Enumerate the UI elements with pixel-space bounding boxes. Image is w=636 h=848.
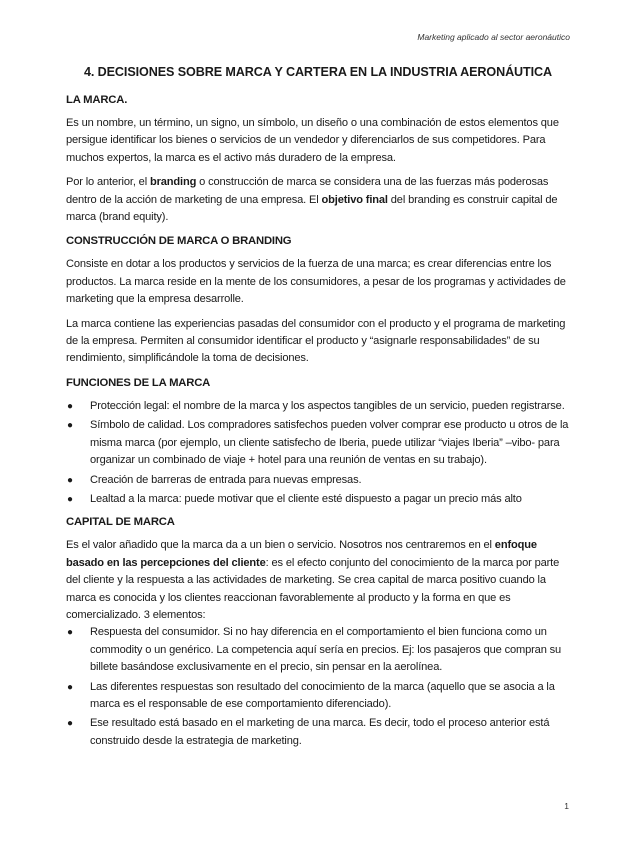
bullet-icon: ● bbox=[67, 627, 73, 639]
list-item bbox=[66, 472, 570, 489]
list-item bbox=[66, 398, 570, 415]
section-heading-capital: CAPITAL DE MARCA bbox=[66, 516, 175, 529]
text-run: : es el efecto conjunto del conocimiento de la marca por parte del cliente y la respuesta a las actividades de marketing. Se crea capital de marca positivo cuando la marca es conocida y los clientes reaccionan favorablemente al producto y la forma en que es comercializado. 3 elementos: bbox=[66, 556, 560, 621]
bullet-icon: ● bbox=[67, 718, 73, 730]
list-item bbox=[66, 491, 570, 508]
page-number: 1 bbox=[564, 801, 569, 811]
list-item-text: Protección legal: el nombre de la marca y los aspectos tangibles de un servicio, pueden registrarse. bbox=[90, 399, 565, 412]
bold-term-objetivo-final: objetivo final bbox=[321, 193, 388, 206]
text-run: Por lo anterior, el bbox=[66, 176, 150, 189]
text-run: o construcción de marca se considera una de las fuerzas más poderosas dentro de la acción de marketing de una empresa. El bbox=[66, 176, 549, 206]
list-item-text: Símbolo de calidad. Los compradores satisfechos pueden volver comprar ese producto u otros de la misma marca (por ejemplo, un cliente satisfecho de Iberia, puede utilizar “viajes Iberia” –vibo- para organizar un combinado de viaje + hotel para una reunión de ventas en su trabajo). bbox=[90, 419, 569, 467]
list-item-text: Respuesta del consumidor. Si no hay diferencia en el comportamiento el bien funciona como un commodity o un genérico. La competencia aquí sería en precios. Ej: los pasajeros que compran su billete basándose exclusivamente en el precio, sin pensar en la aerolínea. bbox=[90, 626, 562, 674]
list-item-text: Lealtad a la marca: puede motivar que el cliente esté dispuesto a pagar un precio más alto bbox=[90, 492, 522, 505]
list-item-text: Ese resultado está basado en el marketing de una marca. Es decir, todo el proceso anterior está construido desde la estrategia de marketing. bbox=[90, 717, 550, 747]
list-item-text: Las diferentes respuestas son resultado del conocimiento de la marca (aquello que se asocia a la marca es el responsable de ese comportamiento diferenciado). bbox=[90, 680, 555, 710]
funciones-list bbox=[66, 398, 570, 508]
section-heading-la-marca: LA MARCA. bbox=[66, 94, 128, 106]
bullet-icon: ● bbox=[67, 474, 73, 486]
page-title: 4. DECISIONES SOBRE MARCA Y CARTERA EN LA INDUSTRIA AERONÁUTICA bbox=[83, 65, 553, 79]
document-body bbox=[66, 64, 570, 756]
bold-term-branding: branding bbox=[149, 176, 197, 189]
capital-list bbox=[66, 624, 570, 750]
bullet-icon: ● bbox=[67, 400, 73, 412]
bold-term-enfoque: enfoque basado en las percepciones del cliente bbox=[66, 539, 537, 569]
bullet-icon: ● bbox=[67, 681, 73, 693]
paragraph-capital bbox=[66, 537, 570, 624]
bullet-icon: ● bbox=[67, 493, 73, 505]
section-heading-funciones: FUNCIONES DE LA MARCA bbox=[66, 376, 211, 389]
text-run: del branding es construir capital de marca (brand equity). bbox=[66, 193, 558, 224]
list-item bbox=[66, 417, 570, 469]
list-item bbox=[66, 715, 570, 750]
list-item bbox=[66, 679, 570, 714]
paragraph-branding-2: La marca contiene las experiencias pasadas del consumidor con el producto y el programa de marketing de la empresa. Permiten al consumidor identificar el producto y “asignarle responsabilidades” de su rendimiento, simplificándole la toma de decisiones. bbox=[66, 317, 566, 365]
section-heading-branding: CONSTRUCCIÓN DE MARCA O BRANDING bbox=[66, 235, 292, 248]
paragraph-branding-intro bbox=[66, 174, 570, 226]
text-run: Es el valor añadido que la marca da a un bien o servicio. Nosotros nos centraremos en el bbox=[66, 539, 495, 552]
paragraph-marca-definicion: Es un nombre, un término, un signo, un símbolo, un diseño o una combinación de estos elementos que persigue identificar los bienes o servicios de un vendedor y diferenciarlos de sus competidores. Para muchos expertos, la marca es el activo más duradero de la empresa. bbox=[66, 117, 559, 164]
running-header: Marketing aplicado al sector aeronáutico bbox=[417, 32, 570, 42]
list-item bbox=[66, 624, 570, 676]
bullet-icon: ● bbox=[67, 420, 73, 432]
paragraph-branding-1: Consiste en dotar a los productos y servicios de la fuerza de una marca; es crear diferencias entre los productos. La marca reside en la mente de los consumidores, a pesar de los programas y actividades de marketing que la empresa desarrolle. bbox=[66, 258, 566, 306]
list-item-text: Creación de barreras de entrada para nuevas empresas. bbox=[90, 473, 362, 486]
